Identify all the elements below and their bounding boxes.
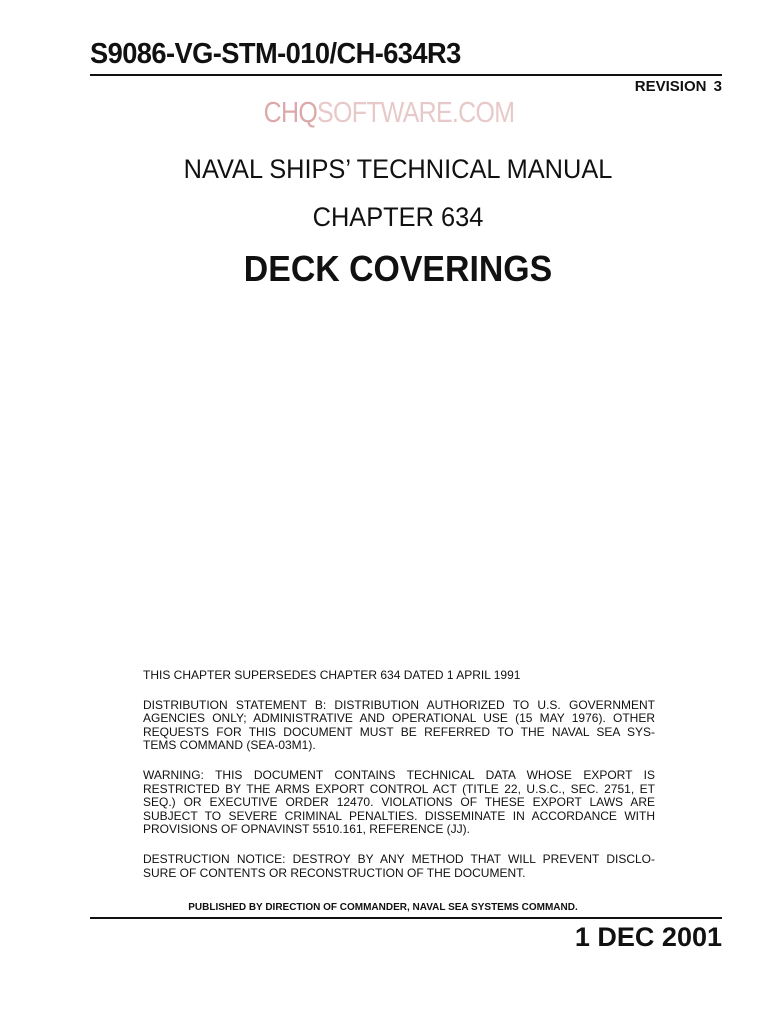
manual-title: NAVAL SHIPS’ TECHNICAL MANUAL xyxy=(183,154,613,184)
supersedes-notice xyxy=(143,669,655,683)
destruction-notice xyxy=(143,853,655,880)
warning-line: WARNING: THIS DOCUMENT CONTAINS TECHNICAL DATA WHOSE EXPORT IS xyxy=(143,767,655,782)
header-divider xyxy=(90,74,722,76)
chapter-title: DECK COVERINGS xyxy=(243,248,553,289)
document-number: S9086-VG-STM-010/CH-634R3 xyxy=(90,38,461,70)
notices-block xyxy=(143,669,655,896)
publication-date: 1 DEC 2001 xyxy=(574,922,722,952)
warning-line: RESTRICTED BY THE ARMS EXPORT CONTROL ACT (TITLE 22, U.S.C., SEC. 2751, ET xyxy=(143,781,655,796)
distribution-line: DISTRIBUTION STATEMENT B: DISTRIBUTION AUTHORIZED TO U.S. GOVERNMENT xyxy=(143,697,655,712)
warning-line: SUBJECT TO SEVERE CRIMINAL PENALTIES. DISSEMINATE IN ACCORDANCE WITH xyxy=(143,808,655,823)
supersedes-line: THIS CHAPTER SUPERSEDES CHAPTER 634 DATED 1 APRIL 1991 xyxy=(143,668,521,682)
published-by-line: PUBLISHED BY DIRECTION OF COMMANDER, NAVAL SEA SYSTEMS COMMAND. xyxy=(188,902,578,913)
warning-line: SEQ.) OR EXECUTIVE ORDER 12470. VIOLATIONS OF THESE EXPORT LAWS ARE xyxy=(143,795,655,810)
footer-divider xyxy=(90,917,722,919)
distribution-line: REQUESTS FOR THIS DOCUMENT MUST BE REFERRED TO THE NAVAL SEA SYS- xyxy=(143,724,655,739)
distribution-line: TEMS COMMAND (SEA-03M1). xyxy=(143,738,316,753)
warning-line: PROVISIONS OF OPNAVINST 5510.161, REFERENCE (JJ). xyxy=(143,822,470,837)
destruction-line: SURE OF CONTENTS OR RECONSTRUCTION OF THE DOCUMENT. xyxy=(143,865,526,880)
watermark-part-2: SOFTWARE.COM xyxy=(317,97,515,129)
watermark xyxy=(54,97,723,130)
destruction-line: DESTRUCTION NOTICE: DESTROY BY ANY METHOD THAT WILL PREVENT DISCLO- xyxy=(143,851,655,866)
distribution-statement xyxy=(143,699,655,753)
export-warning xyxy=(143,769,655,837)
revision-label: REVISION 3 xyxy=(634,78,722,95)
distribution-line: AGENCIES ONLY; ADMINISTRATIVE AND OPERATIONAL USE (15 MAY 1976). OTHER xyxy=(143,711,655,726)
chapter-number: CHAPTER 634 xyxy=(312,202,484,232)
watermark-part-1: CHQ xyxy=(263,97,318,129)
